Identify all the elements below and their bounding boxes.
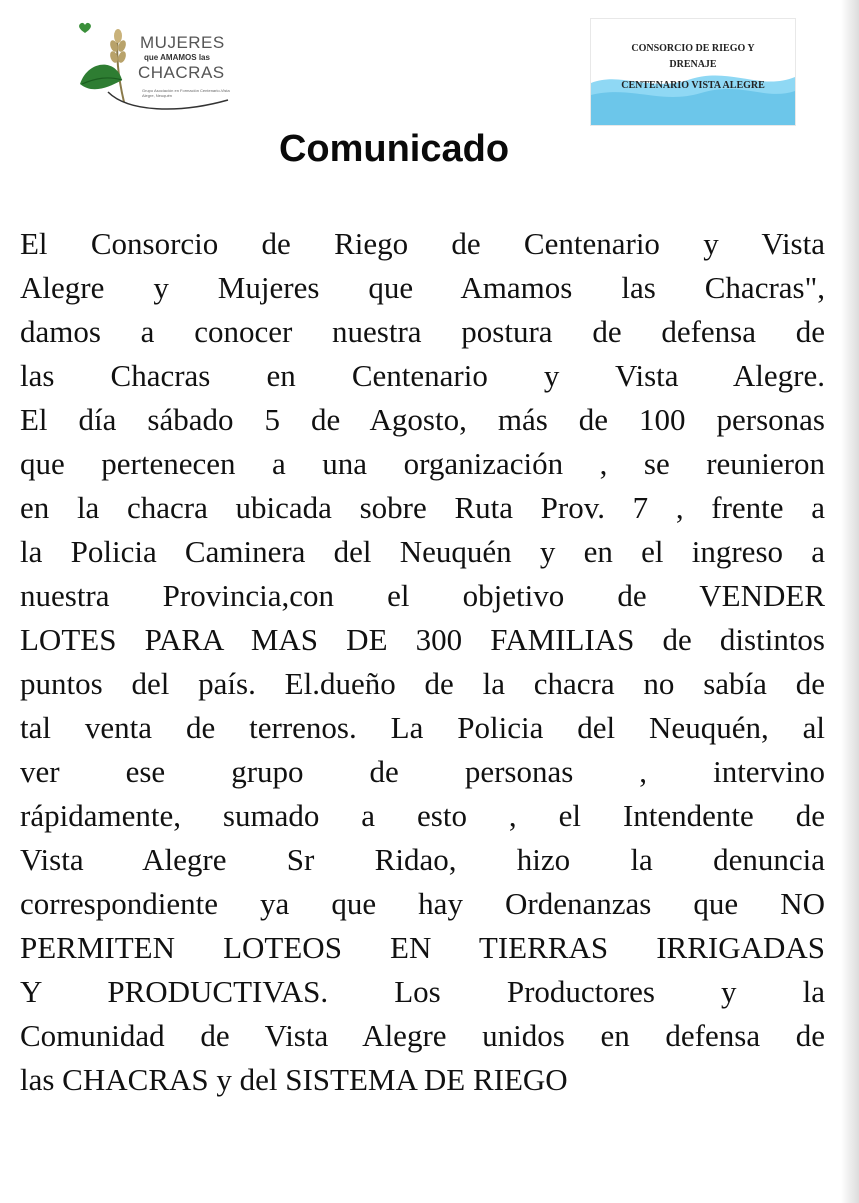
body-line: PERMITEN LOTEOS EN TIERRAS IRRIGADAS [20,930,825,965]
body-line: nuestra Provincia,con el objetivo de VENDER [20,578,825,613]
body-line: El día sábado 5 de Agosto, más de 100 personas [20,402,825,437]
body-line: LOTES PARA MAS DE 300 FAMILIAS de distintos [20,622,825,657]
mujeres-chacras-logo [78,22,238,118]
consorcio-line2: DRENAJE [669,59,717,70]
body-line: rápidamente, sumado a esto , el Intendente de [20,798,825,833]
consorcio-line3: CENTENARIO VISTA ALEGRE [621,80,765,91]
heart-icon [78,22,92,34]
logo-title-line3: CHACRAS [138,63,225,82]
consorcio-riego-logo [590,18,796,126]
body-line: tal venta de terrenos. La Policia del Neuquén, al [20,710,825,745]
body-line: ver ese grupo de personas , intervino [20,754,825,789]
body-line: El Consorcio de Riego de Centenario y Vista [20,226,825,261]
body-line: correspondiente ya que hay Ordenanzas que NO [20,886,825,921]
consorcio-name [591,41,795,73]
body-line: Alegre y Mujeres que Amamos las Chacras", [20,270,825,305]
body-line: en la chacra ubicada sobre Ruta Prov. 7 , frente a [20,490,825,525]
body-line: Vista Alegre Sr Ridao, hizo la denuncia [20,842,825,877]
body-line: las Chacras en Centenario y Vista Alegre. [20,358,825,393]
body-line: puntos del país. El.dueño de la chacra no sabía de [20,666,825,701]
communique-body [20,222,825,1102]
logo-title-line1: MUJERES [140,33,225,52]
body-line: la Policia Caminera del Neuquén y en el ingreso a [20,534,825,569]
logo-tagline: Grupo Asociación en Formación Centenario-Vista Alegre, Neuquén [142,88,230,98]
body-line: damos a conocer nuestra postura de defensa de [20,314,825,349]
page-title: Comunicado [278,128,510,170]
water-waves-icon [591,65,795,125]
body-line: que pertenecen a una organización , se reunieron [20,446,825,481]
body-line: las CHACRAS y del SISTEMA DE RIEGO [20,1062,568,1097]
body-line: Comunidad de Vista Alegre unidos en defensa de [20,1018,825,1053]
page-edge-shadow [841,0,859,1203]
logo-title-line2: que AMAMOS las [144,53,210,62]
body-line: Y PRODUCTIVAS. Los Productores y la [20,974,825,1009]
consorcio-line1: CONSORCIO DE RIEGO Y [631,43,755,54]
